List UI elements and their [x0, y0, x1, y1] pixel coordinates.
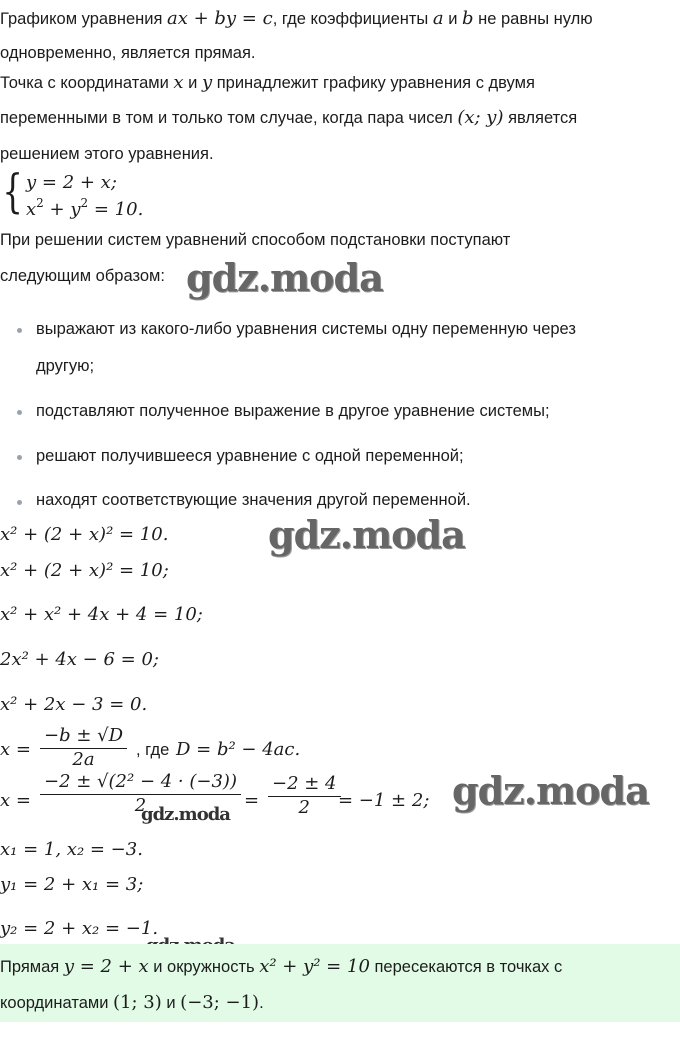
- exponent: 2: [36, 196, 44, 210]
- system-eq-2: [26, 196, 143, 220]
- text: является: [503, 109, 578, 127]
- pair-xy: (x; y): [457, 107, 504, 128]
- bullet-dot: [17, 410, 22, 415]
- bullet-dot: [17, 500, 22, 505]
- intro-line-5: решением этого уравнения.: [0, 145, 214, 163]
- text: и окружность: [148, 958, 260, 976]
- text: не равны нулю: [473, 10, 593, 28]
- text: Прямая: [0, 958, 64, 976]
- var-x: x: [173, 72, 184, 93]
- text: + y: [43, 199, 81, 220]
- method-step-4: находят соответствующие значения другой переменной.: [36, 491, 471, 509]
- text: принадлежит графику уравнения с двумя: [212, 74, 535, 92]
- var-a: a: [432, 8, 444, 29]
- roots-x: x₁ = 1, x₂ = −3.: [0, 839, 143, 860]
- calc-numerator-1: −2 ± √(2² − 4 · (−3)): [40, 770, 241, 795]
- answer-line-2: [0, 992, 264, 1013]
- root-y2: y₂ = 2 + x₂ = −1.: [0, 918, 159, 939]
- text: координатами: [0, 994, 114, 1012]
- intro-line-3: [0, 72, 535, 93]
- method-line-2: следующим образом:: [0, 267, 165, 285]
- answer-line-equation: y = 2 + x: [63, 956, 149, 977]
- method-step-1: выражают из какого-либо уравнения системы одну переменную через: [36, 320, 576, 338]
- watermark-logo: gdz.moda: [452, 768, 649, 813]
- formula-numerator: −b ± √D: [40, 724, 127, 749]
- solution-step-1: x² + (2 + x)² = 10.: [0, 524, 169, 545]
- exponent: 2: [80, 196, 89, 210]
- answer-point-2: (−3; −1): [180, 992, 260, 1013]
- intro-line-4: [0, 107, 577, 128]
- answer-circle-equation: x² + y² = 10: [259, 956, 370, 977]
- formula-where: , где: [136, 741, 170, 759]
- text: Точка с координатами: [0, 74, 174, 92]
- formula-denominator: 2a: [72, 749, 95, 770]
- intro-line-1: [0, 8, 593, 29]
- text: пересекаются в точках с: [369, 958, 563, 976]
- calc-denominator-1: 2: [134, 795, 147, 816]
- answer-point-1: (1; 3): [113, 992, 162, 1013]
- solution-step-2: x² + (2 + x)² = 10;: [0, 560, 169, 581]
- calc-lhs: x =: [0, 790, 31, 811]
- formula-fraction: [40, 724, 127, 771]
- text: , где коэффициенты: [272, 10, 433, 28]
- calc-denominator-2: 2: [298, 797, 310, 818]
- watermark-logo: gdz.moda: [268, 512, 465, 557]
- line-equation: ax + by = c: [166, 8, 273, 29]
- calc-numerator-2: −2 ± 4: [268, 772, 341, 797]
- calc-eq: =: [244, 790, 260, 811]
- text: и: [183, 74, 202, 92]
- root-y1: y₁ = 2 + x₁ = 3;: [0, 874, 144, 895]
- system-brace: {: [2, 164, 23, 218]
- bullet-dot: [17, 328, 22, 333]
- text: переменными в том и только том случае, когда пара чисел: [0, 109, 458, 127]
- text: и: [161, 994, 181, 1012]
- text: Графиком уравнения: [0, 10, 167, 28]
- method-step-2: подставляют полученное выражение в другое уравнение системы;: [36, 402, 550, 420]
- solution-step-5: x² + 2x − 3 = 0.: [0, 694, 148, 715]
- watermark-logo: gdz.moda: [186, 255, 383, 300]
- solution-step-4: 2x² + 4x − 6 = 0;: [0, 649, 159, 670]
- method-step-3: решают получившееся уравнение с одной переменной;: [36, 447, 464, 465]
- text: = 10.: [88, 199, 144, 220]
- formula-lhs: x =: [0, 739, 31, 760]
- calc-result: = −1 ± 2;: [338, 790, 430, 811]
- bullet-dot: [17, 455, 22, 460]
- solution-step-3: x² + x² + 4x + 4 = 10;: [0, 604, 203, 625]
- method-line-1: При решении систем уравнений способом подстановки поступают: [0, 231, 511, 249]
- text: x: [26, 199, 37, 220]
- answer-box: [0, 944, 680, 1022]
- formula-discriminant: D = b² − 4ac.: [176, 739, 301, 760]
- calc-fraction-2: [268, 772, 341, 819]
- method-step-1-cont: другую;: [36, 357, 95, 375]
- system-eq-1: y = 2 + x;: [26, 172, 117, 193]
- var-b: b: [462, 8, 474, 29]
- text: и: [443, 10, 462, 28]
- text: .: [259, 994, 264, 1012]
- answer-line-1: [0, 956, 562, 977]
- intro-line-2: одновременно, является прямая.: [0, 44, 256, 62]
- watermark-logo: gdz.moda: [141, 804, 230, 825]
- var-y: y: [201, 72, 213, 93]
